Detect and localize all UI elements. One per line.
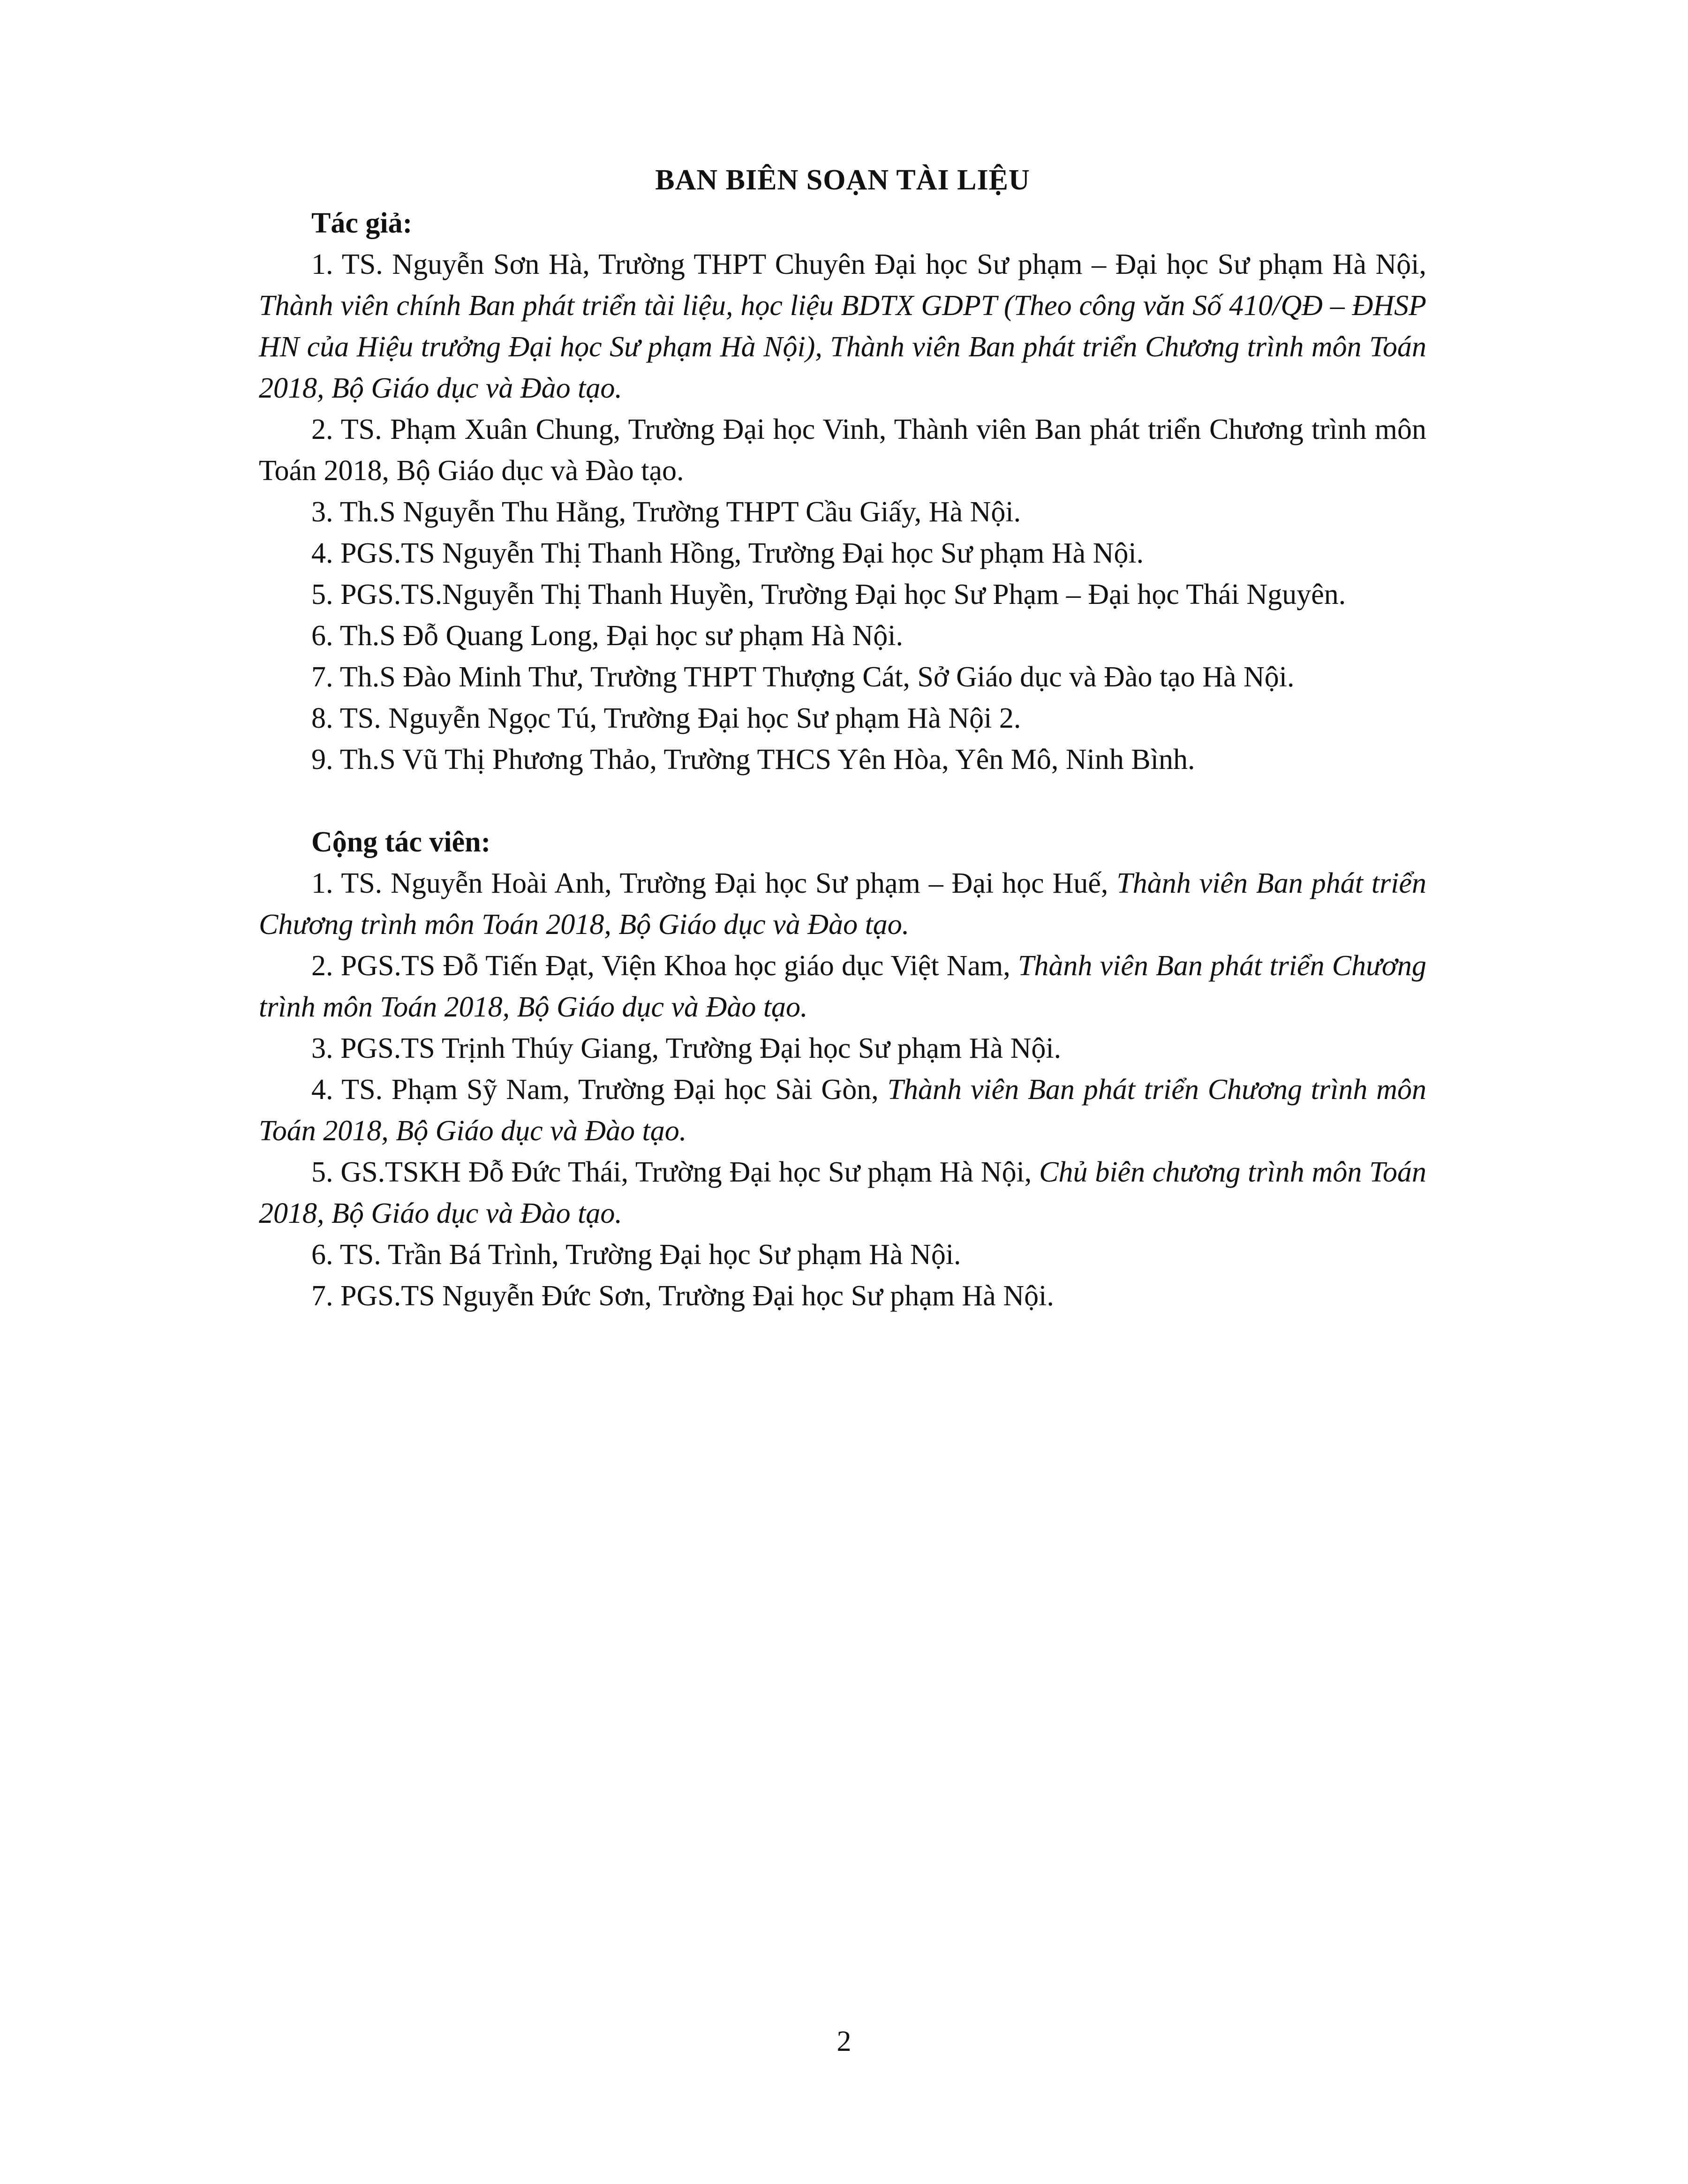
collaborators-list — [259, 863, 1426, 1317]
author-affiliation: 8. TS. Nguyễn Ngọc Tú, Trường Đại học Sư phạm Hà Nội 2. — [311, 702, 1021, 734]
author-entry — [259, 244, 1426, 409]
author-entry — [259, 491, 1426, 533]
author-affiliation: 5. PGS.TS.Nguyễn Thị Thanh Huyền, Trường Đại học Sư Phạm – Đại học Thái Nguyên. — [311, 579, 1346, 610]
document-title: BAN BIÊN SOẠN TÀI LIỆU — [655, 164, 1030, 196]
collaborator-entry — [259, 1028, 1426, 1069]
collaborator-role: Thành viên Ban phát triển Chương trình môn Toán 2018, Bộ Giáo dục và Đào tạo. — [259, 867, 1426, 941]
authors-list — [259, 244, 1426, 780]
author-affiliation: 3. Th.S Nguyễn Thu Hằng, Trường THPT Cầu Giấy, Hà Nội. — [311, 496, 1021, 528]
collaborator-role: Thành viên Ban phát triển Chương trình môn Toán 2018, Bộ Giáo dục và Đào tạo. — [259, 1074, 1426, 1147]
author-entry — [259, 656, 1426, 698]
page-number: 2 — [836, 2026, 852, 2057]
collaborator-affiliation: 7. PGS.TS Nguyễn Đức Sơn, Trường Đại học Sư phạm Hà Nội. — [311, 1280, 1054, 1312]
author-affiliation: 6. Th.S Đỗ Quang Long, Đại học sư phạm Hà Nội. — [311, 620, 903, 652]
collaborator-entry — [259, 1152, 1426, 1234]
collaborator-affiliation: 5. GS.TSKH Đỗ Đức Thái, Trường Đại học Sư phạm Hà Nội, — [311, 1156, 1040, 1188]
collaborator-affiliation: 2. PGS.TS Đỗ Tiến Đạt, Viện Khoa học giáo dục Việt Nam, — [311, 950, 1018, 982]
collaborator-affiliation: 4. TS. Phạm Sỹ Nam, Trường Đại học Sài Gòn, — [311, 1074, 888, 1106]
collaborator-role: Thành viên Ban phát triển Chương trình môn Toán 2018, Bộ Giáo dục và Đào tạo. — [259, 950, 1426, 1023]
collaborator-entry — [259, 945, 1426, 1028]
author-affiliation: 9. Th.S Vũ Thị Phương Thảo, Trường THCS Yên Hòa, Yên Mô, Ninh Bình. — [311, 744, 1195, 776]
author-role: Thành viên chính Ban phát triển tài liệu, học liệu BDTX GDPT (Theo công văn Số 410/QĐ – ĐHSP HN của Hiệu trưởng Đại học Sư phạm Hà Nội), Thành viên Ban phát triển Chương trình môn Toán 2018, Bộ Giáo dục và Đào tạo. — [259, 290, 1426, 404]
author-entry — [259, 409, 1426, 491]
collaborator-entry — [259, 1275, 1426, 1317]
author-entry — [259, 574, 1426, 615]
collaborator-entry — [259, 863, 1426, 945]
page-content — [259, 159, 1426, 1317]
collaborator-affiliation: 6. TS. Trần Bá Trình, Trường Đại học Sư phạm Hà Nội. — [311, 1239, 961, 1271]
collaborators-heading: Cộng tác viên: — [311, 826, 491, 858]
collaborator-entry — [259, 1069, 1426, 1152]
author-entry — [259, 739, 1426, 780]
collaborator-entry — [259, 1234, 1426, 1275]
authors-heading: Tác giả: — [311, 207, 413, 239]
author-entry — [259, 615, 1426, 656]
author-entry — [259, 533, 1426, 574]
author-affiliation: 7. Th.S Đào Minh Thư, Trường THPT Thượng Cát, Sở Giáo dục và Đào tạo Hà Nội. — [311, 661, 1295, 693]
author-entry — [259, 698, 1426, 739]
collaborator-affiliation: 3. PGS.TS Trịnh Thúy Giang, Trường Đại học Sư phạm Hà Nội. — [311, 1032, 1062, 1064]
author-affiliation: 4. PGS.TS Nguyễn Thị Thanh Hồng, Trường Đại học Sư phạm Hà Nội. — [311, 537, 1144, 569]
collaborator-role: Chủ biên chương trình môn Toán 2018, Bộ Giáo dục và Đào tạo. — [259, 1156, 1426, 1229]
section-spacer — [259, 780, 1426, 821]
collaborator-affiliation: 1. TS. Nguyễn Hoài Anh, Trường Đại học Sư phạm – Đại học Huế, — [311, 867, 1117, 899]
author-affiliation: 2. TS. Phạm Xuân Chung, Trường Đại học Vinh, Thành viên Ban phát triển Chương trình môn Toán 2018, Bộ Giáo dục và Đào tạo. — [259, 414, 1426, 487]
author-affiliation: 1. TS. Nguyễn Sơn Hà, Trường THPT Chuyên Đại học Sư phạm – Đại học Sư phạm Hà Nội, — [311, 249, 1426, 280]
